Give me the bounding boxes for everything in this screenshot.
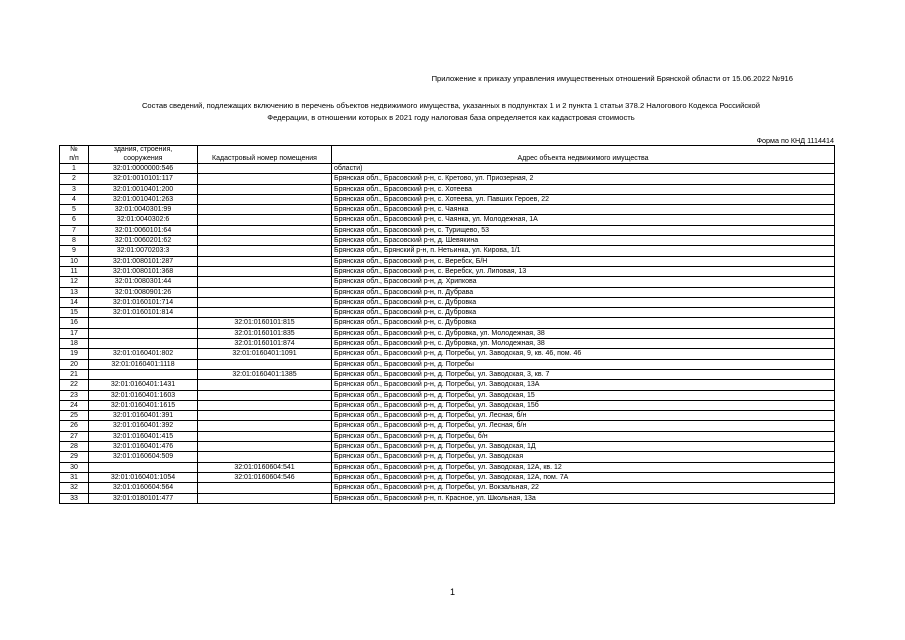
room-cadastral-cell: [198, 184, 332, 194]
room-cadastral-cell: [198, 390, 332, 400]
document-heading: [66, 100, 836, 124]
room-cadastral-cell: 32:01:0160604:546: [198, 472, 332, 482]
header-row-number-line-1: №: [70, 146, 78, 153]
building-cadastral-cell: 32:01:0160401:415: [89, 431, 198, 441]
table-body: [60, 164, 835, 504]
table-row: [60, 400, 835, 410]
address-cell: Брянская обл., Брасовский р-н, д. Погребы, ул. Заводская, 1Д: [332, 442, 835, 452]
table-row: [60, 164, 835, 174]
building-cadastral-cell: [89, 462, 198, 472]
room-cadastral-cell: [198, 205, 332, 215]
address-cell: Брянская обл., Брасовский р-н, с. Хотеева, ул. Павших Героев, 22: [332, 194, 835, 204]
room-cadastral-cell: [198, 308, 332, 318]
building-cadastral-cell: 32:01:0080301:44: [89, 277, 198, 287]
address-cell: Брянская обл., Брасовский р-н, д. Хрипкова: [332, 277, 835, 287]
table-row: [60, 359, 835, 369]
building-cadastral-cell: 32:01:0010101:117: [89, 174, 198, 184]
building-cadastral-cell: 32:01:0160401:1431: [89, 380, 198, 390]
room-cadastral-cell: [198, 359, 332, 369]
row-number-cell: 19: [60, 349, 89, 359]
table-row: [60, 308, 835, 318]
header-building-cadastral: [89, 146, 198, 164]
room-cadastral-cell: [198, 483, 332, 493]
building-cadastral-cell: [89, 328, 198, 338]
address-cell: Брянская обл., Брасовский р-н, д. Погребы, ул. Заводская, 3, кв. 7: [332, 369, 835, 379]
table-row: [60, 297, 835, 307]
building-cadastral-cell: 32:01:0160604:564: [89, 483, 198, 493]
header-address: Адрес объекта недвижимого имущества: [332, 146, 835, 164]
address-cell: Брянская обл., Брасовский р-н, с. Кретово, ул. Приозерная, 2: [332, 174, 835, 184]
building-cadastral-cell: 32:01:0000000:546: [89, 164, 198, 174]
address-cell: Брянская обл., Брасовский р-н, д. Погребы, ул. Заводская, 12А, кв. 12: [332, 462, 835, 472]
address-cell: области): [332, 164, 835, 174]
row-number-cell: 5: [60, 205, 89, 215]
room-cadastral-cell: 32:01:0160604:541: [198, 462, 332, 472]
building-cadastral-cell: 32:01:0160401:1615: [89, 400, 198, 410]
table-row: [60, 421, 835, 431]
room-cadastral-cell: [198, 236, 332, 246]
building-cadastral-cell: 32:01:0060101:64: [89, 225, 198, 235]
row-number-cell: 33: [60, 493, 89, 503]
table-row: [60, 339, 835, 349]
address-cell: Брянская обл., Брасовский р-н, д. Погребы, ул. Заводская: [332, 452, 835, 462]
address-cell: Брянская обл., Брасовский р-н, с. Веребск, Б/Н: [332, 256, 835, 266]
table-row: [60, 411, 835, 421]
header-building-line-2: сооружения: [123, 154, 163, 162]
address-cell: Брянская обл., Брасовский р-н, д. Погребы, ул. Заводская, 12А, пом. 7А: [332, 472, 835, 482]
row-number-cell: 11: [60, 266, 89, 276]
address-cell: Брянская обл., Брасовский р-н, с. Дубровка: [332, 297, 835, 307]
address-cell: Брянская обл., Брасовский р-н, с. Веребск, ул. Липовая, 13: [332, 266, 835, 276]
room-cadastral-cell: 32:01:0160401:1091: [198, 349, 332, 359]
building-cadastral-cell: 32:01:0160401:1603: [89, 390, 198, 400]
address-cell: Брянская обл., Брасовский р-н, д. Погребы: [332, 359, 835, 369]
header-row-number-line-2: п/п: [69, 154, 79, 162]
header-building-line-1: здания, строения,: [113, 146, 173, 153]
table-row: [60, 215, 835, 225]
room-cadastral-cell: [198, 215, 332, 225]
table-row: [60, 266, 835, 276]
address-cell: Брянская обл., Брасовский р-н, с. Дубровка, ул. Молодежная, 38: [332, 328, 835, 338]
row-number-cell: 22: [60, 380, 89, 390]
address-cell: Брянская обл., Брасовский р-н, д. Погребы, ул. Заводская, 15: [332, 390, 835, 400]
room-cadastral-cell: [198, 277, 332, 287]
address-cell: Брянская обл., Брасовский р-н, с. Хотеева: [332, 184, 835, 194]
row-number-cell: 16: [60, 318, 89, 328]
table-row: [60, 225, 835, 235]
table-row: [60, 380, 835, 390]
property-registry-table: [59, 145, 835, 504]
address-cell: Брянская обл., Брасовский р-н, с. Дубровка: [332, 318, 835, 328]
table-row: [60, 236, 835, 246]
room-cadastral-cell: [198, 174, 332, 184]
row-number-cell: 21: [60, 369, 89, 379]
building-cadastral-cell: 32:01:0080101:287: [89, 256, 198, 266]
address-cell: Брянская обл., Брасовский р-н, с. Турищево, 53: [332, 225, 835, 235]
building-cadastral-cell: [89, 339, 198, 349]
building-cadastral-cell: 32:01:0160401:476: [89, 442, 198, 452]
header-row-number: [60, 146, 89, 164]
room-cadastral-cell: [198, 297, 332, 307]
row-number-cell: 27: [60, 431, 89, 441]
building-cadastral-cell: 32:01:0080101:368: [89, 266, 198, 276]
room-cadastral-cell: 32:01:0160101:815: [198, 318, 332, 328]
room-cadastral-cell: [198, 225, 332, 235]
building-cadastral-cell: 32:01:0010401:200: [89, 184, 198, 194]
row-number-cell: 6: [60, 215, 89, 225]
table-header: [60, 146, 835, 164]
row-number-cell: 29: [60, 452, 89, 462]
address-cell: Брянская обл., Брасовский р-н, с. Чаянка: [332, 205, 835, 215]
building-cadastral-cell: 32:01:0080901:26: [89, 287, 198, 297]
table-row: [60, 318, 835, 328]
heading-line-1: Состав сведений, подлежащих включению в перечень объектов недвижимого имущества, указанных в подпунктах 1 и 2 пункта 1 статьи 378.2 Налогового Кодекса Российской: [141, 101, 761, 110]
row-number-cell: 12: [60, 277, 89, 287]
row-number-cell: 23: [60, 390, 89, 400]
room-cadastral-cell: [198, 287, 332, 297]
room-cadastral-cell: [198, 164, 332, 174]
address-cell: Брянская обл., Брасовский р-н, п. Дубрава: [332, 287, 835, 297]
room-cadastral-cell: [198, 246, 332, 256]
building-cadastral-cell: 32:01:0160401:1054: [89, 472, 198, 482]
building-cadastral-cell: 32:01:0160401:802: [89, 349, 198, 359]
building-cadastral-cell: 32:01:0160604:509: [89, 452, 198, 462]
table-row: [60, 349, 835, 359]
address-cell: Брянская обл., Брасовский р-н, д. Погребы, ул. Лесная, б/н: [332, 411, 835, 421]
table-row: [60, 205, 835, 215]
building-cadastral-cell: 32:01:0160401:392: [89, 421, 198, 431]
address-cell: Брянская обл., Брасовский р-н, с. Дубровка: [332, 308, 835, 318]
building-cadastral-cell: 32:01:0180101:477: [89, 493, 198, 503]
address-cell: Брянская обл., Брасовский р-н, д. Погребы, ул. Заводская, 13А: [332, 380, 835, 390]
building-cadastral-cell: 32:01:0160101:814: [89, 308, 198, 318]
building-cadastral-cell: 32:01:0010401:263: [89, 194, 198, 204]
room-cadastral-cell: [198, 431, 332, 441]
row-number-cell: 3: [60, 184, 89, 194]
room-cadastral-cell: [198, 400, 332, 410]
table-row: [60, 246, 835, 256]
row-number-cell: 8: [60, 236, 89, 246]
building-cadastral-cell: 32:01:0160401:391: [89, 411, 198, 421]
row-number-cell: 31: [60, 472, 89, 482]
table-row: [60, 287, 835, 297]
room-cadastral-cell: 32:01:0160401:1385: [198, 369, 332, 379]
room-cadastral-cell: [198, 493, 332, 503]
building-cadastral-cell: [89, 318, 198, 328]
row-number-cell: 17: [60, 328, 89, 338]
row-number-cell: 30: [60, 462, 89, 472]
address-cell: Брянская обл., Брасовский р-н, д. Погребы, ул. Заводская, 15б: [332, 400, 835, 410]
table-row: [60, 452, 835, 462]
address-cell: Брянская обл., Брасовский р-н, д. Погребы, ул. Заводская, 9, кв. 46, пом. 46: [332, 349, 835, 359]
row-number-cell: 15: [60, 308, 89, 318]
table-row: [60, 184, 835, 194]
address-cell: Брянская обл., Брасовский р-н, с. Чаянка, ул. Молодежная, 1А: [332, 215, 835, 225]
row-number-cell: 20: [60, 359, 89, 369]
table-row: [60, 462, 835, 472]
table-row: [60, 369, 835, 379]
table-row: [60, 472, 835, 482]
header-room-cadastral: Кадастровый номер помещения: [198, 146, 332, 164]
table-row: [60, 431, 835, 441]
building-cadastral-cell: 32:01:0160101:714: [89, 297, 198, 307]
room-cadastral-cell: 32:01:0160101:874: [198, 339, 332, 349]
address-cell: Брянская обл., Брасовский р-н, д. Погребы, ул. Лесная, б/н: [332, 421, 835, 431]
table-row: [60, 328, 835, 338]
row-number-cell: 18: [60, 339, 89, 349]
table-row: [60, 442, 835, 452]
address-cell: Брянская обл., Брянский р-н, п. Нетьинка, ул. Кирова, 1/1: [332, 246, 835, 256]
room-cadastral-cell: [198, 256, 332, 266]
room-cadastral-cell: [198, 411, 332, 421]
row-number-cell: 26: [60, 421, 89, 431]
table-row: [60, 256, 835, 266]
address-cell: Брянская обл., Брасовский р-н, д. Погребы, ул. Вокзальная, 22: [332, 483, 835, 493]
table-row: [60, 277, 835, 287]
row-number-cell: 28: [60, 442, 89, 452]
row-number-cell: 9: [60, 246, 89, 256]
room-cadastral-cell: 32:01:0160101:835: [198, 328, 332, 338]
row-number-cell: 13: [60, 287, 89, 297]
building-cadastral-cell: [89, 369, 198, 379]
row-number-cell: 1: [60, 164, 89, 174]
address-cell: Брянская обл., Брасовский р-н, с. Дубровка, ул. Молодежная, 38: [332, 339, 835, 349]
address-cell: Брянская обл., Брасовский р-н, д. Погребы, б/н: [332, 431, 835, 441]
row-number-cell: 24: [60, 400, 89, 410]
room-cadastral-cell: [198, 452, 332, 462]
form-code: Форма по КНД 1114414: [756, 136, 834, 145]
building-cadastral-cell: 32:01:0060201:62: [89, 236, 198, 246]
page-number: 1: [449, 587, 455, 597]
row-number-cell: 32: [60, 483, 89, 493]
room-cadastral-cell: [198, 380, 332, 390]
row-number-cell: 4: [60, 194, 89, 204]
row-number-cell: 25: [60, 411, 89, 421]
table-row: [60, 390, 835, 400]
address-cell: Брянская обл., Брасовский р-н, п. Красное, ул. Школьная, 13а: [332, 493, 835, 503]
row-number-cell: 2: [60, 174, 89, 184]
table-row: [60, 483, 835, 493]
row-number-cell: 14: [60, 297, 89, 307]
address-cell: Брянская обл., Брасовский р-н, д. Шевякина: [332, 236, 835, 246]
building-cadastral-cell: 32:01:0160401:1118: [89, 359, 198, 369]
row-number-cell: 10: [60, 256, 89, 266]
table-row: [60, 493, 835, 503]
room-cadastral-cell: [198, 421, 332, 431]
row-number-cell: 7: [60, 225, 89, 235]
room-cadastral-cell: [198, 266, 332, 276]
room-cadastral-cell: [198, 442, 332, 452]
table-row: [60, 174, 835, 184]
table-row: [60, 194, 835, 204]
building-cadastral-cell: 32:01:0070203:3: [89, 246, 198, 256]
room-cadastral-cell: [198, 194, 332, 204]
building-cadastral-cell: 32:01:0040302:6: [89, 215, 198, 225]
heading-line-2: Федерации, в отношении которых в 2021 году налоговая база определяется как кадастровая стоимость: [267, 113, 635, 122]
table-header-row: [60, 146, 835, 164]
building-cadastral-cell: 32:01:0040301:99: [89, 205, 198, 215]
appendix-line: Приложение к приказу управления имущественных отношений Брянской области от 15.06.2022 №916: [431, 74, 793, 83]
